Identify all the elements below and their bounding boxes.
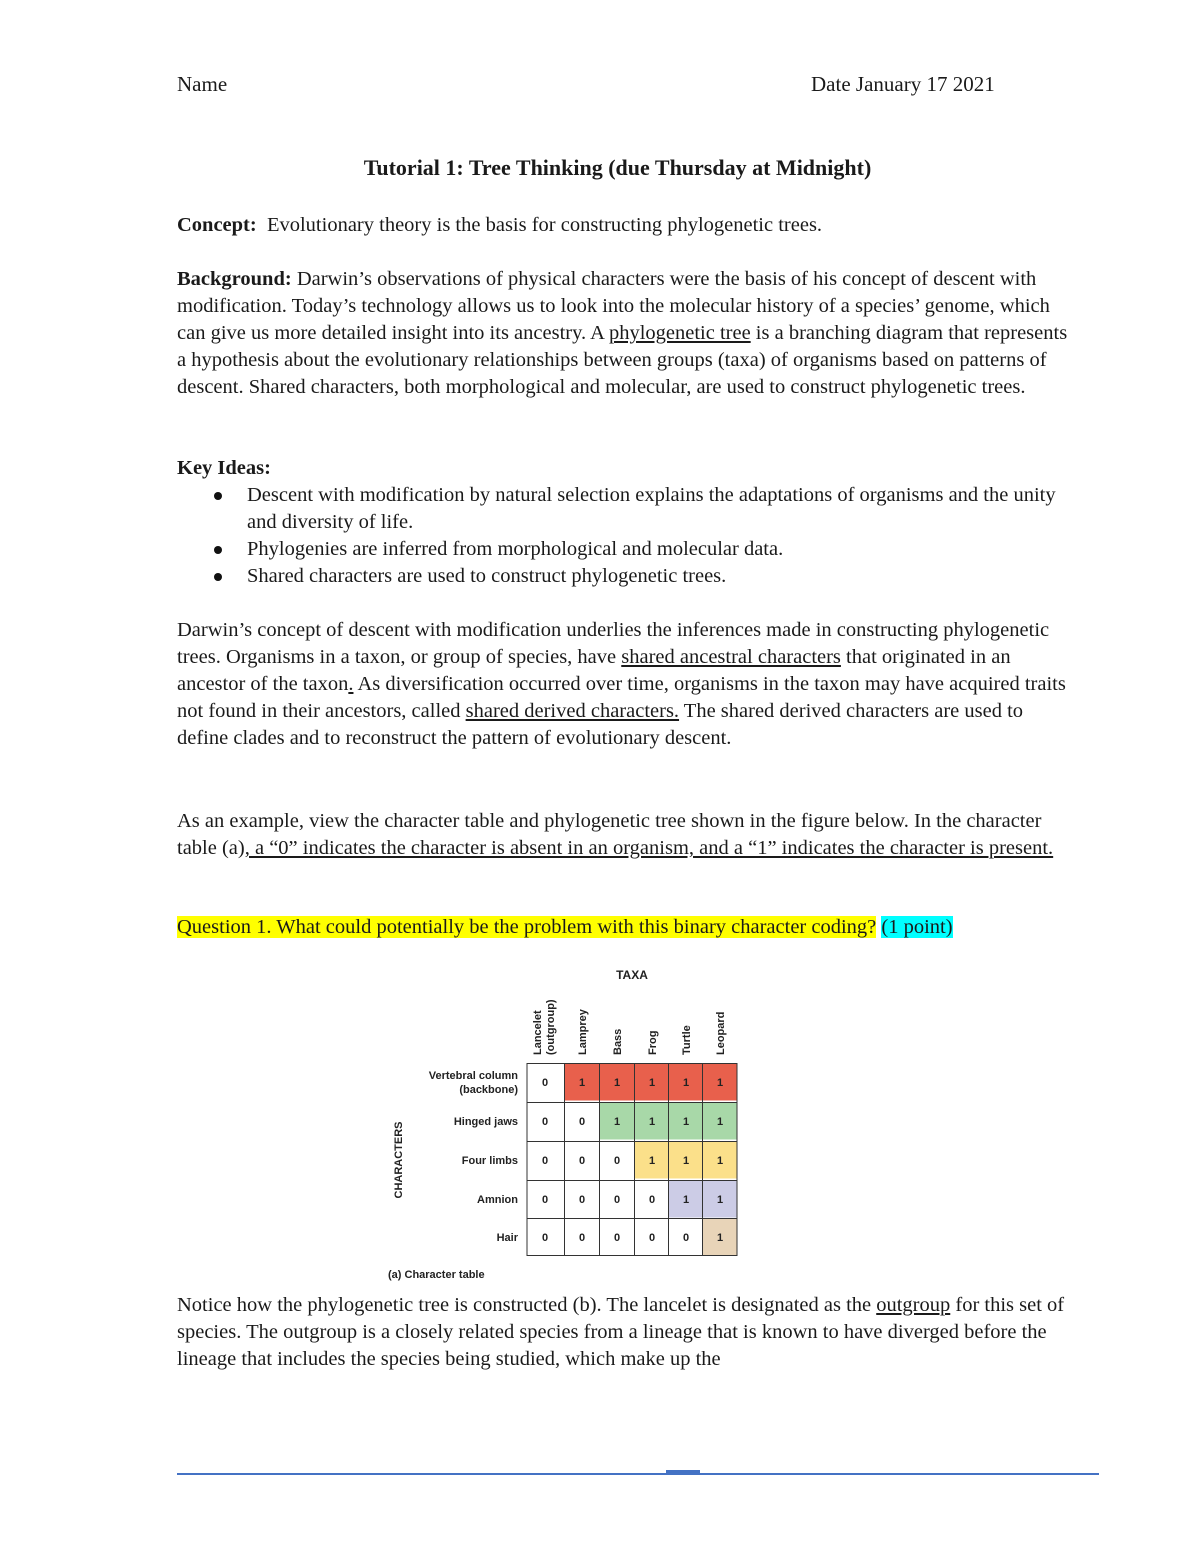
taxon-label: Frog: [647, 1030, 659, 1055]
matrix-cell: 1: [648, 1116, 656, 1128]
matrix-cell: 0: [682, 1232, 690, 1244]
question-1-text: Question 1. What could potentially be the problem with this binary character coding?: [177, 916, 877, 938]
darwin-text-2b: .: [348, 673, 354, 695]
example-underlined-text: , a “0” indicates the character is absent in an organism, and a “1” indicates the character is present.: [244, 837, 1054, 859]
date-label: Date January 17 2021: [811, 72, 995, 96]
taxon-label: Lamprey: [577, 1009, 589, 1055]
darwin-text-1: Darwin’s concept of descent with modification underlies the inferences made in constructing phylogenetic trees. Organisms in a taxon, or group of species, have: [177, 619, 1050, 668]
character-label: Four limbs: [461, 1155, 518, 1167]
darwin-paragraph: [177, 617, 1077, 752]
matrix-cell: 0: [578, 1116, 586, 1128]
character-label: (backbone): [459, 1084, 518, 1096]
matrix-cell: 0: [648, 1194, 656, 1206]
question-1: [177, 914, 1077, 941]
matrix-cell: 0: [541, 1155, 549, 1167]
concept-paragraph: [177, 212, 1077, 239]
taxon-label: Bass: [612, 1028, 624, 1055]
matrix-cell: 1: [682, 1155, 690, 1167]
footer-divider: [177, 1473, 1099, 1475]
character-table-figure: [380, 960, 800, 1290]
taxon-label: Turtle: [681, 1025, 693, 1055]
matrix-cell: 0: [578, 1194, 586, 1206]
matrix-cell: 0: [648, 1232, 656, 1244]
background-label: Background:: [177, 268, 292, 290]
taxon-label: Lancelet: [532, 1010, 544, 1055]
example-text-1: As an example, view the character table and phylogenetic tree shown in the figure below. In the character table (a): [177, 810, 1042, 859]
matrix-cell: 0: [541, 1232, 549, 1244]
matrix-cell: 1: [648, 1155, 656, 1167]
name-label: Name: [177, 72, 228, 96]
background-paragraph: [177, 266, 1077, 401]
darwin-text-3: As diversification occurred over time, organisms in the taxon may have acquired traits not found in their ancestors, called: [177, 673, 1066, 722]
character-label: Vertebral column: [428, 1070, 518, 1082]
character-label: Hair: [496, 1232, 518, 1244]
matrix-cell: 1: [716, 1116, 724, 1128]
taxon-label: (outgroup): [545, 999, 557, 1055]
page-title: Tutorial 1: Tree Thinking (due Thursday at Midnight): [363, 155, 872, 180]
concept-label: Concept:: [177, 214, 257, 236]
key-idea-item: Phylogenies are inferred from morphological and molecular data.: [177, 536, 1077, 563]
matrix-cell: 0: [613, 1155, 621, 1167]
matrix-cell: 1: [578, 1077, 586, 1089]
matrix-cell: 0: [578, 1232, 586, 1244]
darwin-text-4: The shared derived characters are used to define clades and to reconstruct the pattern of evolutionary descent.: [177, 700, 1024, 749]
taxa-labels: [532, 999, 727, 1055]
matrix-cell: 1: [648, 1077, 656, 1089]
matrix-cell: 0: [578, 1155, 586, 1167]
matrix-cell: 0: [613, 1232, 621, 1244]
question-1-points: (1 point): [881, 916, 953, 938]
matrix-cells: [527, 1064, 737, 1256]
background-text-2: is a branching diagram that represents a hypothesis about the evolutionary relationships between groups (taxa) of organisms based on patterns of descent. Shared characters, both morphological and molecular, are used to construct phylogenetic trees.: [177, 322, 1068, 398]
character-label: Hinged jaws: [453, 1116, 518, 1128]
footer-mark: [666, 1470, 700, 1473]
taxa-title: TAXA: [616, 968, 648, 982]
notice-paragraph: [177, 1292, 1077, 1373]
concept-text: Evolutionary theory is the basis for constructing phylogenetic trees.: [266, 214, 823, 236]
matrix-cell: 1: [613, 1077, 621, 1089]
matrix-cell: 1: [716, 1077, 724, 1089]
darwin-text-2: that originated in an ancestor of the taxon: [177, 646, 1011, 695]
matrix-cell: 0: [541, 1116, 549, 1128]
key-idea-item: Shared characters are used to construct phylogenetic trees.: [177, 563, 1077, 590]
key-ideas-list: [177, 482, 1077, 590]
figure-caption: (a) Character table: [388, 1269, 485, 1281]
character-table-svg: [380, 960, 800, 1290]
matrix-cell: 1: [716, 1232, 724, 1244]
matrix-cell: 1: [682, 1077, 690, 1089]
character-labels: [429, 1070, 519, 1244]
matrix-cell: 1: [716, 1155, 724, 1167]
character-label: Amnion: [477, 1194, 518, 1206]
background-text-1: Darwin’s observations of physical characters were the basis of his concept of descent with modification. Today’s technology allows us to look into the molecular history of a species’ genome, which can give us more detailed insight into its ancestry. A: [177, 268, 1050, 344]
shared-ancestral-term: shared ancestral characters: [621, 646, 841, 668]
matrix-cell: 1: [716, 1194, 724, 1206]
shared-derived-term: shared derived characters.: [465, 700, 680, 722]
matrix-cell: 1: [613, 1116, 621, 1128]
notice-text-1: Notice how the phylogenetic tree is constructed (b). The lancelet is designated as the: [177, 1294, 877, 1316]
notice-text-2: for this set of species. The outgroup is a closely related species from a lineage that is known to have diverged before the lineage that includes the species being studied, which make up the: [177, 1294, 1065, 1370]
matrix-cell: 0: [541, 1077, 549, 1089]
matrix-cell: 0: [613, 1194, 621, 1206]
key-idea-item: Descent with modification by natural selection explains the adaptations of organisms and the unity and diversity of life.: [177, 482, 1077, 536]
key-ideas-heading: Key Ideas:: [177, 457, 271, 479]
outgroup-term: outgroup: [876, 1294, 951, 1316]
phylogenetic-tree-term: phylogenetic tree: [608, 322, 751, 344]
matrix-cell: 1: [682, 1194, 690, 1206]
matrix-cell: 1: [682, 1116, 690, 1128]
taxon-label: Leopard: [715, 1011, 727, 1055]
characters-title: CHARACTERS: [393, 1121, 405, 1199]
example-paragraph: [177, 808, 1077, 862]
matrix-cell: 0: [541, 1194, 549, 1206]
